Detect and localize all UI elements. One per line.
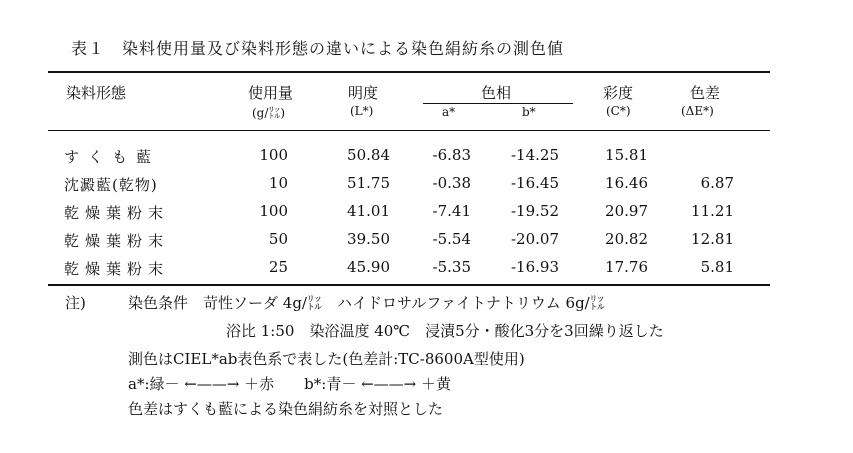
row-4-b: -20.07 (510, 230, 559, 248)
notes-line-4: a*:緑－ ←——→ ＋赤 b*:青－ ←——→ ＋黄 (128, 375, 451, 393)
header-usage: 使用量 (248, 84, 294, 102)
header-hue: 色相 (481, 84, 512, 102)
header-lightness-unit: (L*) (350, 104, 374, 118)
header-chroma: 彩度 (603, 84, 634, 102)
row-4-usage: 50 (268, 230, 288, 248)
row-5-b: -16.93 (510, 258, 559, 276)
row-4-a: -5.54 (432, 230, 471, 248)
notes-line-2: 浴比 1:50 染浴温度 40℃ 浸漬5分・酸化3分を3回繰り返した (226, 322, 664, 340)
header-chroma-unit: (C*) (606, 104, 631, 118)
row-1-usage: 100 (259, 146, 288, 164)
row-2-b: -16.45 (510, 174, 559, 192)
row-2-lightness: 51.75 (347, 174, 390, 192)
row-1-lightness: 50.84 (347, 146, 390, 164)
row-2-dye-form: 沈澱藍(乾物) (64, 176, 158, 194)
bottom-rule (48, 284, 770, 286)
row-5-a: -5.35 (432, 258, 471, 276)
row-5-chroma: 17.76 (605, 258, 648, 276)
header-lightness: 明度 (348, 84, 379, 102)
notes-line-1: 染色条件 苛性ソーダ 4g/㍑ ハイドロサルファイトナトリウム 6g/㍑ (128, 294, 605, 312)
row-2-color-diff: 6.87 (700, 174, 734, 192)
row-3-color-diff: 11.21 (691, 202, 734, 220)
row-1-b: -14.25 (510, 146, 559, 164)
row-5-dye-form: 乾燥葉粉末 (64, 260, 170, 278)
row-3-lightness: 41.01 (347, 202, 390, 220)
row-2-usage: 10 (268, 174, 288, 192)
header-usage-unit: (g/㍑) (252, 106, 286, 120)
row-2-chroma: 16.46 (605, 174, 648, 192)
row-2-a: -0.38 (432, 174, 471, 192)
notes-line-5: 色差はすくも藍による染色絹紡糸を対照とした (128, 400, 444, 418)
top-rule (48, 71, 770, 73)
row-5-lightness: 45.90 (347, 258, 390, 276)
header-b: b* (522, 105, 536, 119)
row-1-a: -6.83 (432, 146, 471, 164)
row-5-usage: 25 (268, 258, 288, 276)
row-3-a: -7.41 (432, 202, 471, 220)
row-1-chroma: 15.81 (605, 146, 648, 164)
row-3-dye-form: 乾燥葉粉末 (64, 204, 170, 222)
notes-line-3: 測色はCIEL*ab表色系で表した(色差計:TC-8600A型使用) (128, 350, 525, 368)
row-4-chroma: 20.82 (605, 230, 648, 248)
hue-underline (423, 103, 573, 104)
row-4-dye-form: 乾燥葉粉末 (64, 232, 170, 250)
header-dye-form: 染料形態 (66, 84, 127, 102)
row-3-chroma: 20.97 (605, 202, 648, 220)
row-3-usage: 100 (259, 202, 288, 220)
notes-label: 注) (65, 294, 86, 312)
header-color-diff-unit: (ΔE*) (681, 104, 714, 118)
header-a: a* (442, 105, 456, 119)
row-4-color-diff: 12.81 (691, 230, 734, 248)
header-color-diff: 色差 (690, 84, 721, 102)
header-rule (48, 130, 770, 131)
row-3-b: -19.52 (510, 202, 559, 220)
row-4-lightness: 39.50 (347, 230, 390, 248)
table-title: 表１ 染料使用量及び染料形態の違いによる染色絹紡糸の測色値 (71, 39, 565, 58)
row-1-dye-form: すくも藍 (64, 148, 161, 166)
row-5-color-diff: 5.81 (700, 258, 734, 276)
